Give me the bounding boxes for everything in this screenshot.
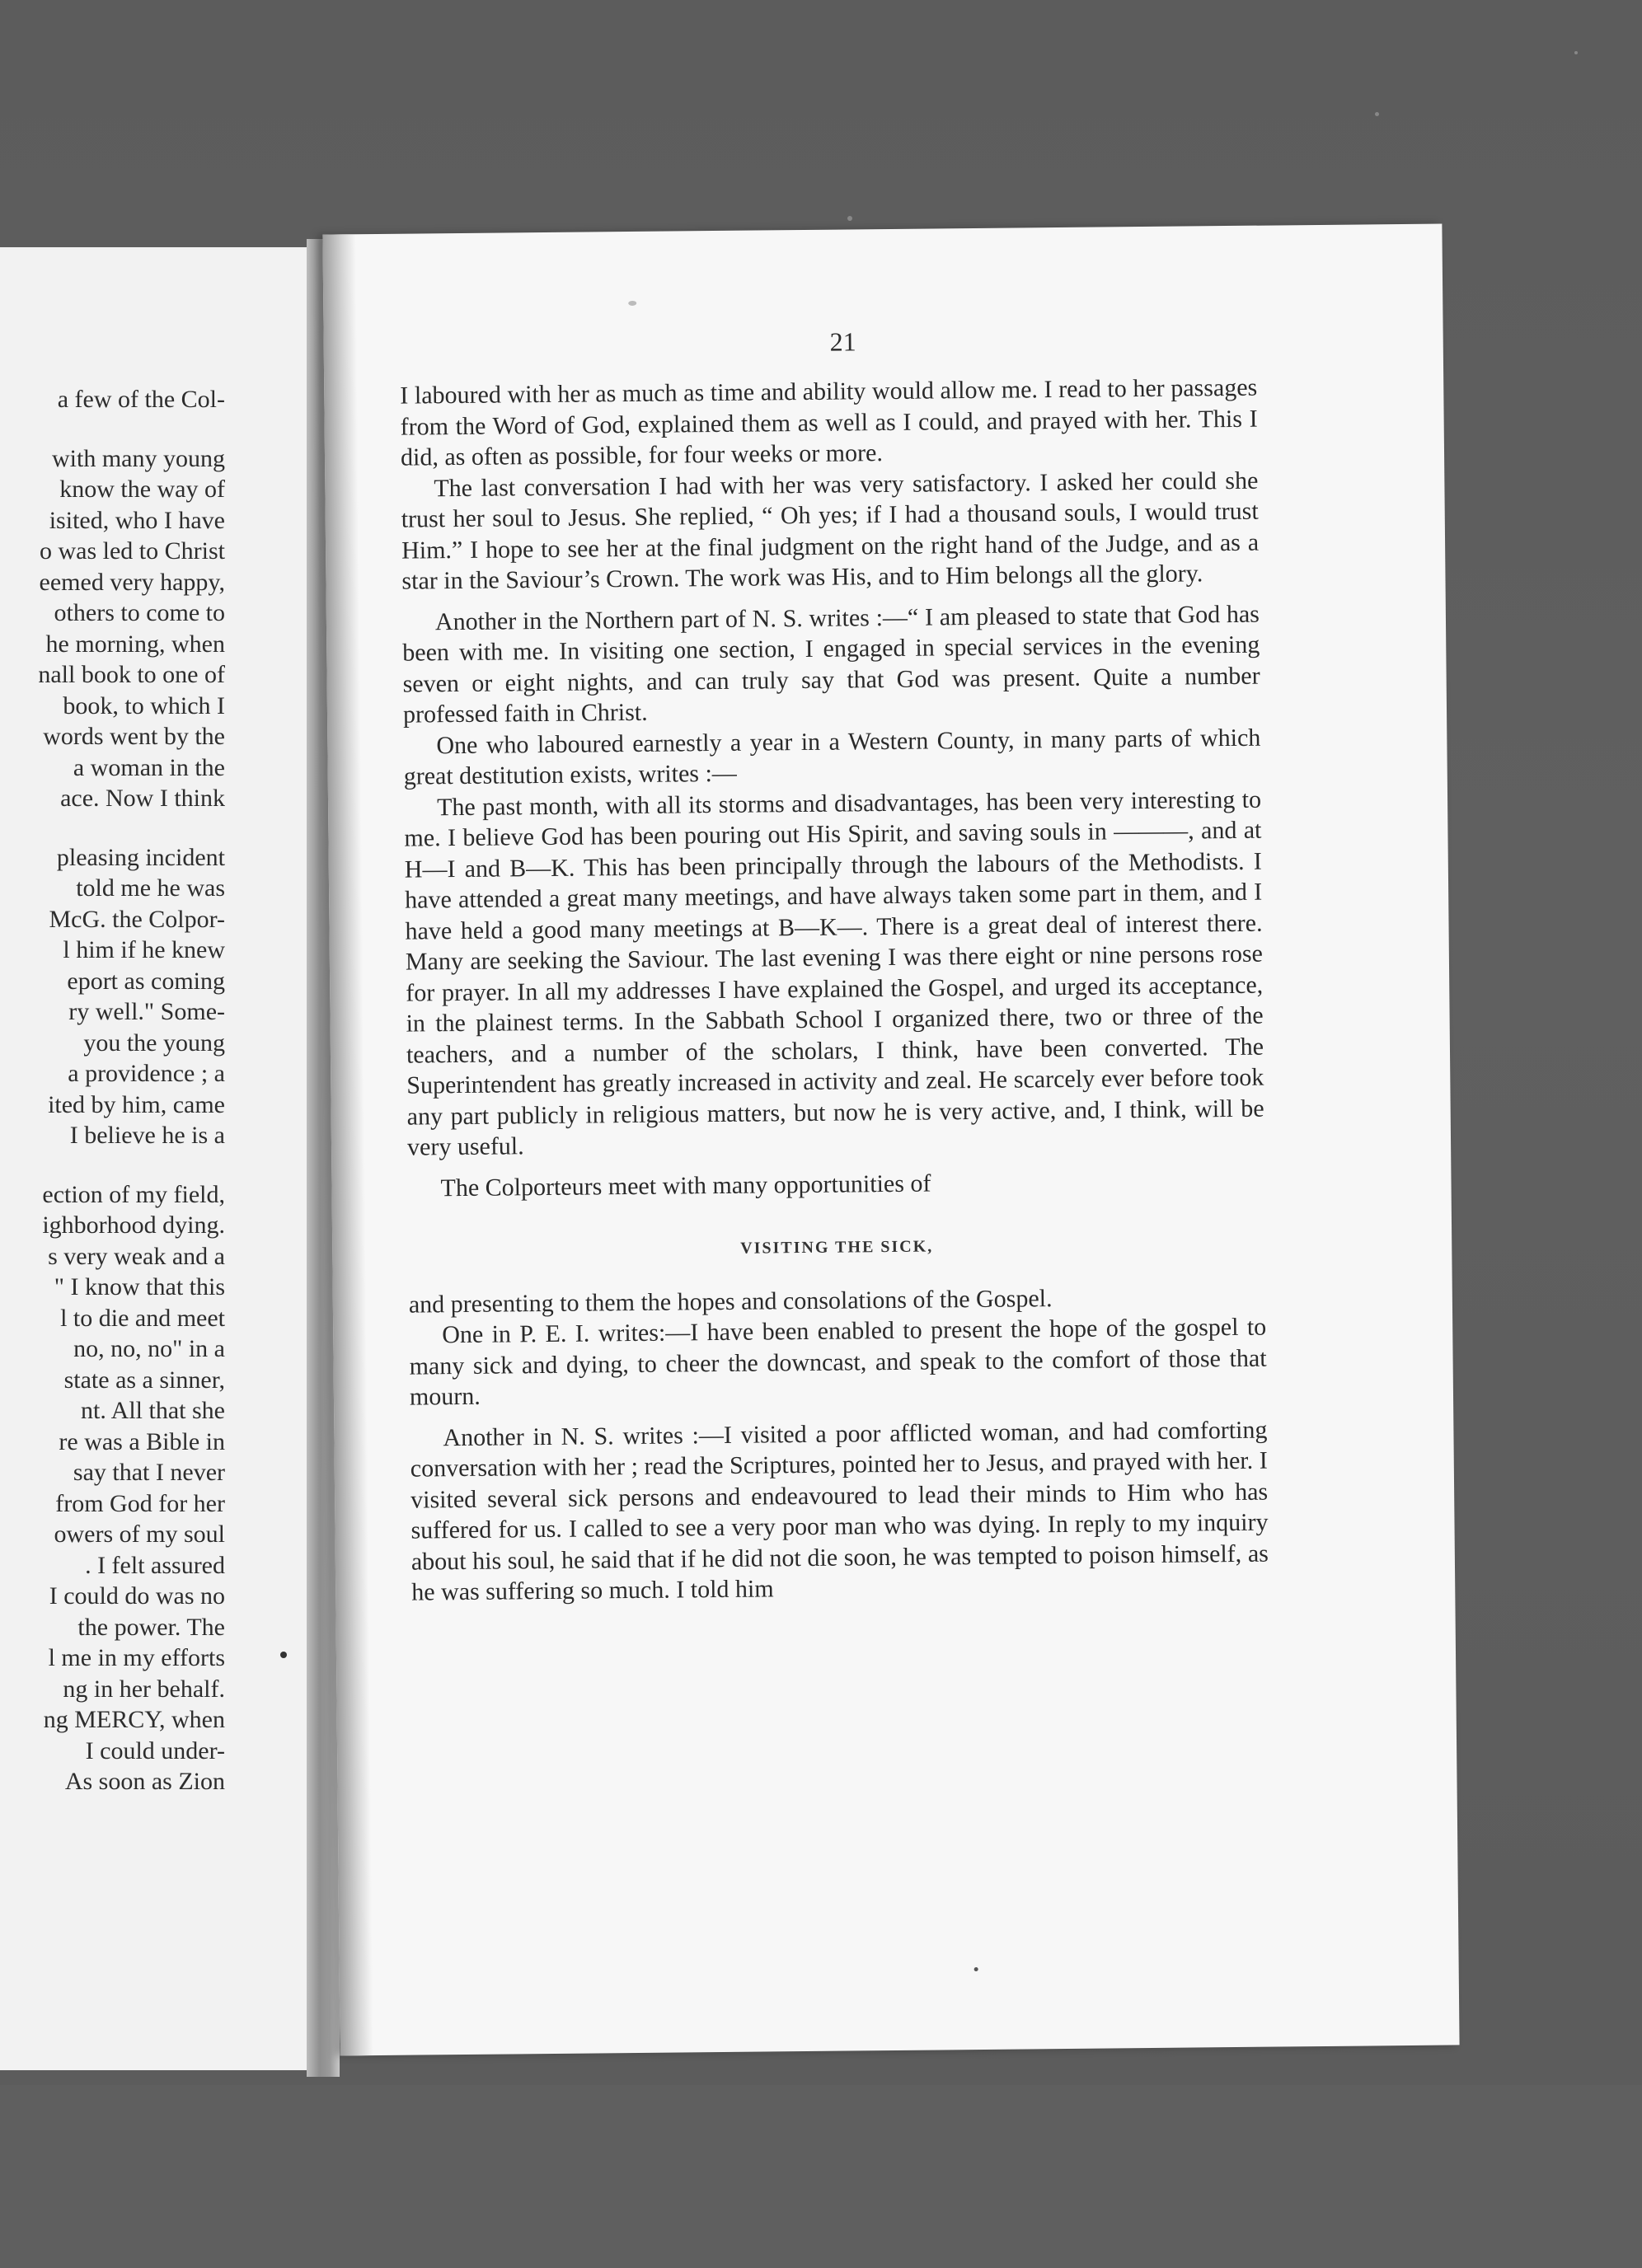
paper-speck	[628, 301, 636, 306]
text-line: " I know that this	[54, 1273, 225, 1300]
text-line: told me he was	[76, 874, 225, 902]
text-line: with many young	[52, 444, 225, 472]
paragraph: One who laboured earnestly a year in a Western County, in many parts of which great destitution exists, writes :—	[403, 724, 1261, 790]
scan-bottom-band	[0, 2085, 1642, 2268]
text-line: eport as coming	[67, 967, 225, 995]
paragraph: One in P. E. I. writes:—I have been enabled to present the hope of the gospel to many sick and dying, to cheer the downcast, and speak to the comfort of those that mourn.	[409, 1313, 1267, 1411]
page-number: 21	[829, 326, 856, 357]
dust-speck	[1574, 51, 1578, 54]
text-line: ace. Now I think	[60, 785, 225, 812]
text-line: McG. the Colpor-	[49, 905, 225, 933]
margin-mark	[280, 1652, 287, 1658]
text-line: a woman in the	[73, 753, 225, 781]
text-line: from God for her	[55, 1489, 225, 1517]
text-line: . I felt assured	[85, 1551, 225, 1579]
text-line: I could do was no	[49, 1582, 225, 1610]
previous-page	[0, 247, 317, 2070]
text-line: l me in my efforts	[48, 1644, 225, 1671]
paragraph: Another in the Northern part of N. S. writes :—“ I am pleased to state that God has been with me. In visiting one section, I engaged in special services in the evening seven or eight nights, and can truly say that God was present. Quite a number professed faith in Christ.	[402, 600, 1260, 729]
text-line: know the way of	[59, 476, 225, 503]
text-line: say that I never	[73, 1459, 225, 1486]
line-gap	[0, 415, 225, 443]
text-line: ited by him, came	[48, 1090, 225, 1118]
line-gap	[0, 1151, 225, 1179]
text-line: a few of the Col-	[57, 386, 225, 413]
text-line: he morning, when	[45, 630, 225, 658]
text-line: the power. The	[77, 1613, 225, 1641]
text-line: ry well." Some-	[68, 998, 225, 1025]
text-line: As soon as Zion	[64, 1768, 225, 1795]
text-line: ighborhood dying.	[42, 1211, 225, 1239]
text-line: a providence ; a	[68, 1060, 225, 1087]
paragraph: The past month, with all its storms and disadvantages, has been very interesting to me. I believe God has been pouring out His Spirit, and saving souls in ———, and at H—I and B—K. This has been principally through the labours of the Methodists. I have attended a great many meetings, and have always taken some part in them, and I have held a good many meetings at B—K—. There is a great deal of interest there. Many are seeking the Saviour. The last evening I was there eight or nine persons rose for prayer. In all my addresses I have explained the Gospel, and urged its acceptance, in the plainest terms. In the Sabbath School I organized there, two or three of the teachers, and a number of the scholars, I think, have been converted. The Superintendent has greatly increased in activity and zeal. He scarcely ever before took any part publicly in religious matters, but now he is very active, and, I think, will be very useful.	[404, 785, 1264, 1161]
text-line: s very weak and a	[48, 1242, 225, 1270]
previous-page-text	[0, 384, 225, 1797]
text-line: eemed very happy,	[39, 568, 225, 596]
dust-speck	[847, 216, 852, 221]
text-line: pleasing incident	[56, 843, 225, 871]
text-line: re was a Bible in	[59, 1427, 225, 1455]
text-line: isited, who I have	[49, 506, 225, 534]
text-line: I believe he is a	[69, 1122, 225, 1149]
text-line: you the young	[83, 1029, 225, 1057]
current-page	[322, 224, 1459, 2056]
text-line: nt. All that she	[81, 1397, 225, 1424]
line-gap	[0, 814, 225, 842]
paragraph: I laboured with her as much as time and ability would allow me. I read to her passages from the Word of God, explained them as well as I could, and prayed with her. This I did, as often as possible, for four weeks or more.	[400, 373, 1258, 471]
text-line: l to die and meet	[60, 1304, 225, 1332]
text-line: l him if he knew	[63, 936, 225, 963]
paper-speck	[974, 1967, 978, 1971]
text-line: I could under-	[85, 1736, 225, 1764]
paragraph: and presenting to them the hopes and consolations of the Gospel.	[408, 1284, 1053, 1319]
text-line: ng in her behalf.	[63, 1675, 225, 1703]
text-line: ection of my field,	[42, 1180, 225, 1208]
paragraph: The last conversation I had with her was very satisfactory. I asked her could she trust her soul to Jesus. She replied, “ Oh yes; if I had a thousand souls, I would trust Him.” I hope to see her at the final judgment on the right hand of the Judge, and as a star in the Saviour’s Crown. The work was His, and to Him belongs all the glory.	[401, 466, 1260, 595]
section-heading: VISITING THE SICK,	[740, 1237, 934, 1258]
text-line: words went by the	[43, 723, 225, 750]
text-line: state as a sinner,	[63, 1366, 225, 1394]
text-line: ng MERCY, when	[43, 1706, 225, 1733]
page-body	[400, 373, 1269, 1608]
text-line: nall book to one of	[38, 661, 225, 688]
text-line: others to come to	[54, 599, 225, 626]
paragraph: Another in N. S. writes :—I visited a poor afflicted woman, and had comforting conversation with her ; read the Scriptures, pointed her to Jesus, and prayed with her. I visited several sick persons and endeavoured to lead their minds to Him who has suffered for us. I called to see a very poor man who was dying. In reply to my inquiry about his soul, he said that if he did not die soon, he was tempted to poison himself, as he was suffering so much. I told him	[410, 1416, 1269, 1606]
text-line: o was led to Christ	[40, 537, 225, 565]
text-line: owers of my soul	[54, 1521, 225, 1548]
paragraph: The Colporteurs meet with many opportunities of	[440, 1169, 931, 1202]
text-line: no, no, no" in a	[73, 1335, 225, 1362]
dust-speck	[1375, 112, 1379, 116]
text-line: book, to which I	[63, 691, 225, 719]
